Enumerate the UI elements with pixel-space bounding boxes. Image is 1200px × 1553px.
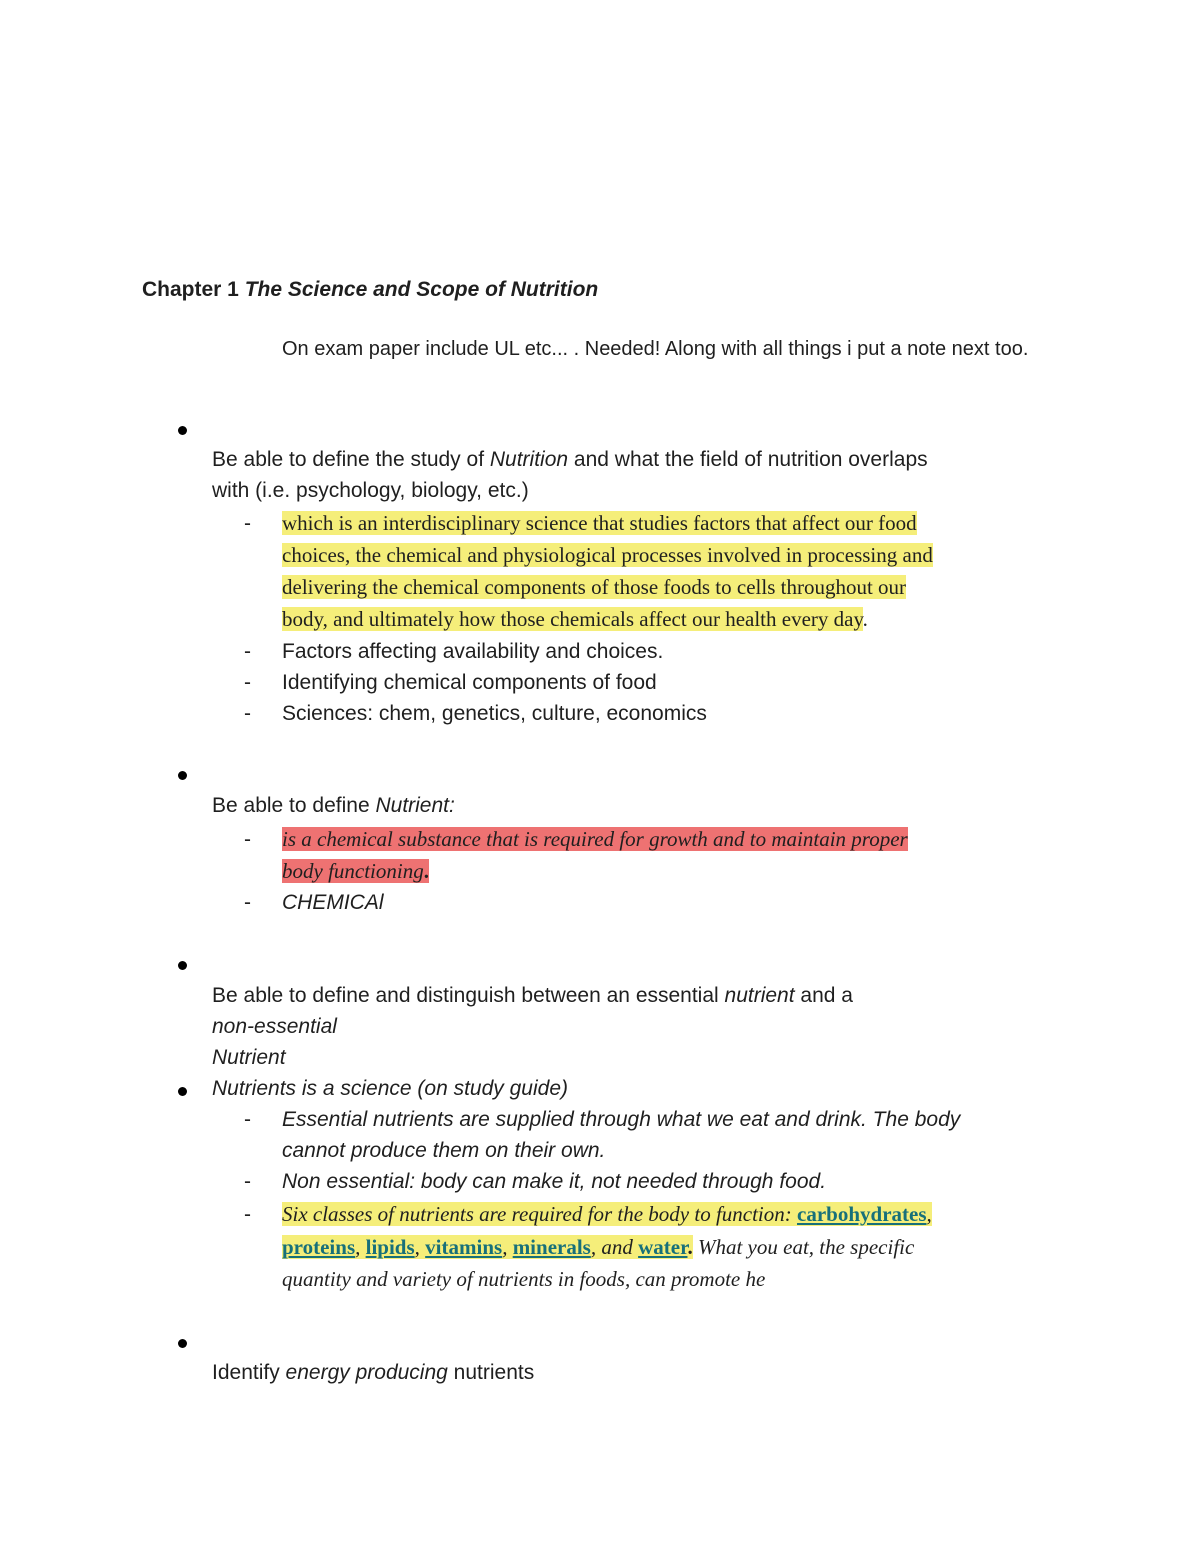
dash-icon: - [244, 828, 251, 851]
nutrient-definition-line: body functioning. [282, 859, 429, 883]
section-heading-essential: Be able to define and distinguish between an essential nutrient and a [212, 984, 853, 1007]
list-item-continued: cannot produce them on their own. [282, 1139, 606, 1162]
section-heading-energy: Identify energy producing nutrients [212, 1361, 535, 1384]
six-classes-line: Six classes of nutrients are required for the body to function: carbohydrates, [282, 1202, 932, 1226]
section-heading-line2: non-essential [212, 1015, 337, 1038]
section-heading-nutrition: Be able to define the study of Nutrition and what the field of nutrition overlaps [212, 448, 928, 471]
dash-icon: - [244, 702, 251, 725]
dash-icon: - [244, 671, 251, 694]
bullet-icon [178, 426, 187, 435]
bullet-icon [178, 961, 187, 970]
bullet-icon [178, 1087, 187, 1096]
dash-icon: - [244, 640, 251, 663]
section-heading-nutrient: Be able to define Nutrient: [212, 794, 455, 817]
list-item: Nutrients is a science (on study guide) [212, 1077, 569, 1100]
definition-line: body, and ultimately how those chemicals affect our health every day. [282, 607, 868, 631]
dash-icon: - [244, 512, 251, 535]
six-classes-line: proteins, lipids, vitamins, minerals, and water. What you eat, the specific [282, 1235, 915, 1259]
dash-icon: - [244, 1170, 251, 1193]
list-item: Factors affecting availability and choices. [282, 640, 664, 663]
bullet-icon [178, 771, 187, 780]
intro-note: On exam paper include UL etc... . Needed! Along with all things i put a note next too. [282, 338, 1029, 360]
dash-icon: - [244, 1203, 251, 1226]
bullet-icon [178, 1339, 187, 1348]
definition-line: which is an interdisciplinary science that studies factors that affect our food [282, 511, 917, 535]
six-classes-line: quantity and variety of nutrients in foods, can promote he [282, 1267, 766, 1291]
chapter-title: Chapter 1 The Science and Scope of Nutrition [142, 278, 599, 301]
definition-line: choices, the chemical and physiological processes involved in processing and [282, 543, 933, 567]
list-item: Essential nutrients are supplied through what we eat and drink. The body [282, 1108, 961, 1131]
list-item: Sciences: chem, genetics, culture, economics [282, 702, 707, 725]
list-item: Identifying chemical components of food [282, 671, 657, 694]
section-heading-line3: Nutrient [212, 1046, 286, 1069]
nutrient-definition-line: is a chemical substance that is required for growth and to maintain proper [282, 827, 908, 851]
dash-icon: - [244, 891, 251, 914]
dash-icon: - [244, 1108, 251, 1131]
section-heading-line2: with (i.e. psychology, biology, etc.) [212, 479, 529, 502]
list-item: Non essential: body can make it, not needed through food. [282, 1170, 827, 1193]
list-item: CHEMICAl [282, 891, 384, 914]
definition-line: delivering the chemical components of those foods to cells throughout our [282, 575, 907, 599]
